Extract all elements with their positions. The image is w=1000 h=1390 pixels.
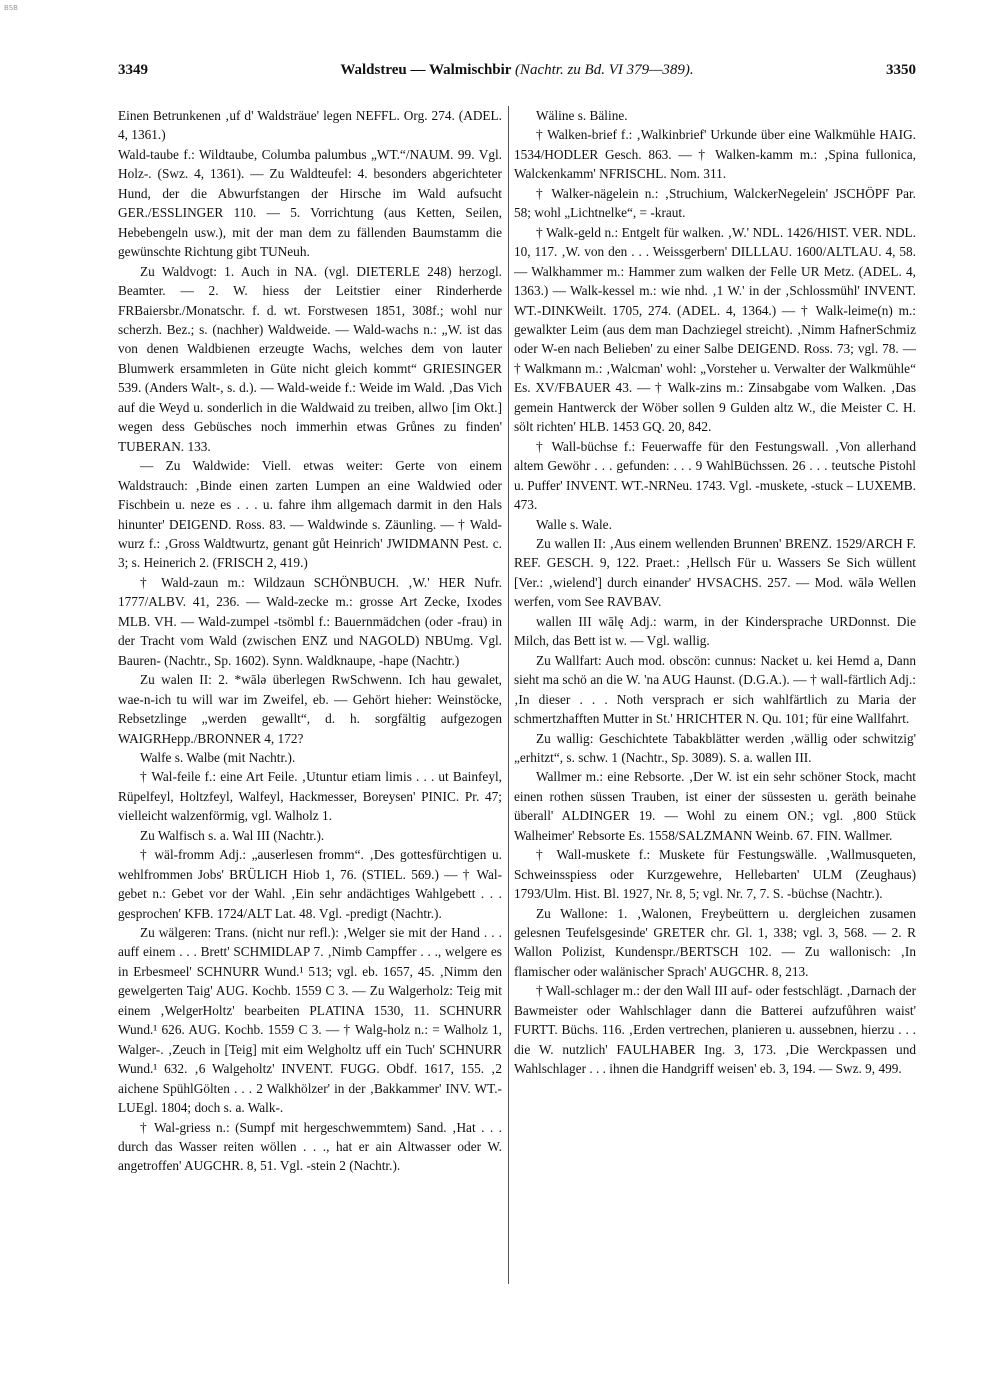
entry-paragraph: Zu wallen II: ‚Aus einem wellenden Brunnen' BRENZ. 1529/ARCH F. REF. GESCH. 9, 122. Praet.: ‚Hellsch Für u. Wassers Se Sich wüllent [Ver.: ‚wielend'] durch einander' HVSACHS. 257. — Mod. wālə Wellen werfen, vom See RAVBAV. <box>514 535 916 610</box>
left-column <box>118 106 502 1376</box>
entry-paragraph: wallen III wālę Adj.: warm, in der Kindersprache URDonnst. Die Milch, das Bett ist w. — Vgl. wallig. <box>514 613 916 649</box>
entry-paragraph: Wäline s. Bäline. <box>536 108 628 123</box>
page-header <box>118 62 916 82</box>
entry-paragraph: Zu wälgeren: Trans. (nicht nur refl.): ‚Welger sie mit der Hand . . . auff einem . . . Brett' SCHMIDLAP 7. ‚Nimb Campffer . . ., welgere es in Erbesmeel' SCHNURR Wund.¹ 513; vgl. eb. 1657, 45. ‚Nimm den gewelgerten Taig' AUG. Kochb. 1559 C 3. — Zu Walgerholz: Teig mit einem ‚WelgerHoltz' bearbeiten PLATINA 1530, 11. SCHNURR Wund.¹ 626. AUG. Kochb. 1559 C 3. — † Walg-holz n.: = Walholz 1, Walger-. ‚Zeuch in [Teig] mit eim Welgholtz uff ein Tuch' SCHNURR Wund.¹ 632. ‚6 Walgeholtz' INVENT. FUGG. Obdf. 1617, 155. ‚2 aichene SpühlGölten . . . 2 Walkhölzer' in der ‚Bakkammer' INV. WT.-LUEgl. 1804; doch s. a. Walk-. <box>118 925 502 1116</box>
running-title-main: Waldstreu — Walmischbir <box>340 62 512 78</box>
entry-paragraph: Wallmer m.: eine Rebsorte. ‚Der W. ist ein sehr schöner Stock, macht einen rothen süssen Trauben, ist einer der süssesten u. geräth beinahe überall' ALDINGER 19. — Wohl zu einem ON.; vgl. ‚800 Stück Walheimer' Rebsorte Es. 1558/SALZMANN Weinb. 67. FIN. Wallmer. <box>514 769 916 843</box>
entry-paragraph: † Wall-muskete f.: Muskete für Festungswälle. ‚Wallmusqueten, Schweinsspiess oder Kurzgewehre, Hellebarten' ULM (Zeughaus) 1793/Ulm. Hist. Bl. 1927, Nr. 8, 5; vgl. Nr. 7, 7. S. -büchse (Nachtr.). <box>514 847 916 902</box>
entry-paragraph: Zu Wallfart: Auch mod. obscön: cunnus: Nacket u. kei Hemd a, Dann sieht ma schö an die W. 'na AUG Haunst. (D.G.A.). — † wall-färtlich Adj.: ‚In dieser . . . Noth versprach er sich wahlfärtlich zu Maria der schmertzhafften Mutter in St.' HRICHTER N. Qu. 101; für eine Wallfahrt. <box>514 652 916 727</box>
running-title <box>118 62 916 79</box>
right-column <box>514 106 916 1376</box>
entry-paragraph: † Walk-geld n.: Entgelt für walken. ‚W.' NDL. 1426/HIST. VER. NDL. 10, 117. ‚W. von den . . . Weissgerbern' DILLLAU. 1600/ALTLAU. 4, 58. — Walkhammer m.: Hammer zum walken der Felle UR Metz. (ADEL. 4, 1363.) — Walk-kessel m.: wie nhd. ‚1 W.' in der ‚Schlossmühl' INVENT. WT.-DINKWeilt. 1705, 274. (ADEL. 4, 1364.) — † Walk-leime(n) m.: gewalkter Leim (aus dem man Dachziegel streicht). ‚Nimm HafnerSchmiz oder W-en nach Belieben' zu einer Salbe DEIGEND. Ross. 73; vgl. 78. — † Walkmann m.: ‚Walcman' wohl: „Vorsteher u. Verwalter der Walkmühle“ Es. XV/FBAUER 43. — † Walk-zins m.: Zinsabgabe vom Walken. ‚Das gemein Hantwerck der Wöber sollen 9 Gulden altz W., die Meister C. H. sölt richten' HLB. 1453 GQ. 20, 842. <box>514 224 916 435</box>
entry-paragraph: † Wall-büchse f.: Feuerwaffe für den Festungswall. ‚Von allerhand altem Gewöhr . . . gefunden: . . . 9 WahlBüchssen. 26 . . . teutsche Pistohl u. Puffer' INVENT. WT.-NRNeu. 1743. Vgl. -muskete, -stuck – LUXEMB. 473. <box>514 438 916 513</box>
entry-paragraph: Zu walen II: 2. *wālə überlegen RwSchwenn. Ich hau gewalet, wae-n-ich tu will war im Zweifel, eb. — Gehört hieher: Weinstöcke, Rebsetzlinge „werden gewallt“, d. h. sorgfältig aufgezogen WAIGRHepp./BRONNER 4, 172? <box>118 672 502 746</box>
page-number-right: 3350 <box>886 62 916 78</box>
entry-paragraph: Wald-taube f.: Wildtaube, Columba palumbus „WT.“/NAUM. 99. Vgl. Holz-. (Swz. 4, 1361). — Zu Waldteufel: 4. besonders abgerichteter Hund, der die Abwurfstangen der Hirsche im Wald aufsucht GER./ESSLINGER 110. — 5. Vorrichtung (aus Ketten, Seilen, Hebebengeln usw.), mit der man dem zu fällenden Baumstamm die gewünschte Richtung gibt TUNeuh. <box>118 146 502 260</box>
column-divider <box>508 106 509 1284</box>
library-watermark: BSB <box>4 4 18 12</box>
entry-paragraph: Zu wallig: Geschichtete Tabakblätter werden ‚wällig oder schwitzig' „erhitzt“, s. schw. 1 (Nachtr., Sp. 3089). S. a. wallen III. <box>514 730 916 765</box>
entry-paragraph: — Zu Waldwide: Viell. etwas weiter: Gerte von einem Waldstrauch: ‚Binde einen zarten Lumpen an eine Waldwied oder Fischbein u. neze es . . . u. fahre ihm allgemach darmit in den Hals hinunter' DEIGEND. Ross. 83. — Waldwinde s. Zäunling. — † Wald-wurz f.: ‚Gross Waldtwurtz, genant gůt Heinrich' JWIDMANN Pest. c. 3; s. Heinerich 2. (FRISCH 2, 419.) <box>118 458 502 571</box>
running-title-reference: (Nachtr. zu Bd. VI 379—389). <box>514 62 694 78</box>
entry-paragraph: Zu Wallone: 1. ‚Walonen, Freybeüttern u. dergleichen zusamen gelesnen Teufelsgesinde' GRETER chr. Gl. 1, 338; vgl. 3, 568. — 2. R Wallon Polizist, Kundenspr./BERTSCH 102. — Zu wallonisch: ‚In flamischer oder walänischer Sprach' AUGCHR. 8, 213. <box>514 905 916 979</box>
entry-paragraph: † Wall-schlager m.: der den Wall III auf- oder festschlägt. ‚Darnach der Bawmeister oder Wahlschlager dann die Batterei aufzufůhren waist' FURTT. Büchs. 116. ‚Erden vertrechen, planieren u. aussebnen, hierzu . . . die W. nutzlich' FAULHABER Ing. 3, 173. ‚Die Werckpassen und Wahlschlager . . . ihnen die Handgriff weisen' eb. 3, 194. — Swz. 9, 499. <box>514 983 916 1077</box>
entry-paragraph: † Wal-feile f.: eine Art Feile. ‚Utuntur etiam limis . . . ut Bainfeyl, Rüpelfeyl, Holtzfeyl, Walfeyl, Hackmesser, Boreysen' PINIC. Pr. 47; vielleicht walzenförmig, vgl. Walholz 1. <box>118 769 502 824</box>
entry-paragraph: Walfe s. Walbe (mit Nachtr.). <box>140 749 296 765</box>
entry-paragraph: † Wal-griess n.: (Sumpf mit hergeschwemmtem) Sand. ‚Hat . . . durch das Wasser reiten wöllen . . ., hat er ain Altwasser oder W. angetroffen' AUGCHR. 8, 51. Vgl. -stein 2 (Nachtr.). <box>118 1119 502 1174</box>
entry-paragraph: Zu Walfisch s. a. Wal III (Nachtr.). <box>140 827 325 843</box>
entry-paragraph: † Walken-brief f.: ‚Walkinbrief' Urkunde über eine Walkmühle HAIG. 1534/HODLER Gesch. 863. — † Walken-kamm m.: ‚Spina fullonica, Walckenkamm' NFRISCHL. Nom. 311. <box>514 127 916 182</box>
entry-paragraph: Einen Betrunkenen ‚uf d' Waldsträue' legen NEFFL. Org. 274. (ADEL. 4, 1361.) <box>118 108 502 143</box>
entry-paragraph: † wäl-fromm Adj.: „auserlesen fromm“. ‚Des gottesfürchtigen u. wehlfrommen Jobs' BRÜLICH Hiob 1, 76. (STIEL. 569.) — † Wal-gebet n.: Gebet vor der Wahl. ‚Ein sehr andächtiges Wahlgebett . . . gesprochen' KFB. 1724/ALT Lat. 48. Vgl. -predigt (Nachtr.). <box>118 847 502 921</box>
entry-paragraph: Zu Waldvogt: 1. Auch in NA. (vgl. DIETERLE 248) herzogl. Beamter. — 2. W. hiess der Leitstier einer Rinderherde FRBaiersbr./Monatschr. f. d. wt. Forstwesen 1851, 308f.; wohl nur scherzh. Bez.; s. (nachher) Waldweide. — Wald-wachs n.: „W. ist das von denen Waldbienen erzeugte Wachs, welches dem von lauter Blumwerk ersammleten in Güte nicht gleich kommt“ GRIESINGER 539. (Anders Walt-, s. d.). — Wald-weide f.: Weide im Wald. ‚Das Vich auf die Weyd u. sonderlich in die Waldwaid zu treiben, allwo [im Okt.] wegen dess Gebüsches noch immerhin etwas Grůnes zu finden' TUBERAN. 133. <box>118 263 502 454</box>
page-number-left: 3349 <box>118 62 148 78</box>
entry-paragraph: † Walker-nägelein n.: ‚Struchium, WalckerNegelein' JSCHÖPF Par. 58; wohl „Lichtnelke“, = -kraut. <box>514 185 916 221</box>
entry-paragraph: Walle s. Wale. <box>536 516 612 532</box>
entry-paragraph: † Wald-zaun m.: Wildzaun SCHÖNBUCH. ‚W.' HER Nufr. 1777/ALBV. 41, 236. — Wald-zecke m.: grosse Art Zecke, Ixodes MLB. VH. — Wald-zumpel -tsömbl f.: Bauernmädchen (oder -frau) in der Tracht vom Wald (zwischen ENZ und NAGOLD) NBUmg. Vgl. Bauren- (Nachtr., Sp. 1602). Synn. Waldknaupe, -hape (Nachtr.) <box>118 574 502 668</box>
